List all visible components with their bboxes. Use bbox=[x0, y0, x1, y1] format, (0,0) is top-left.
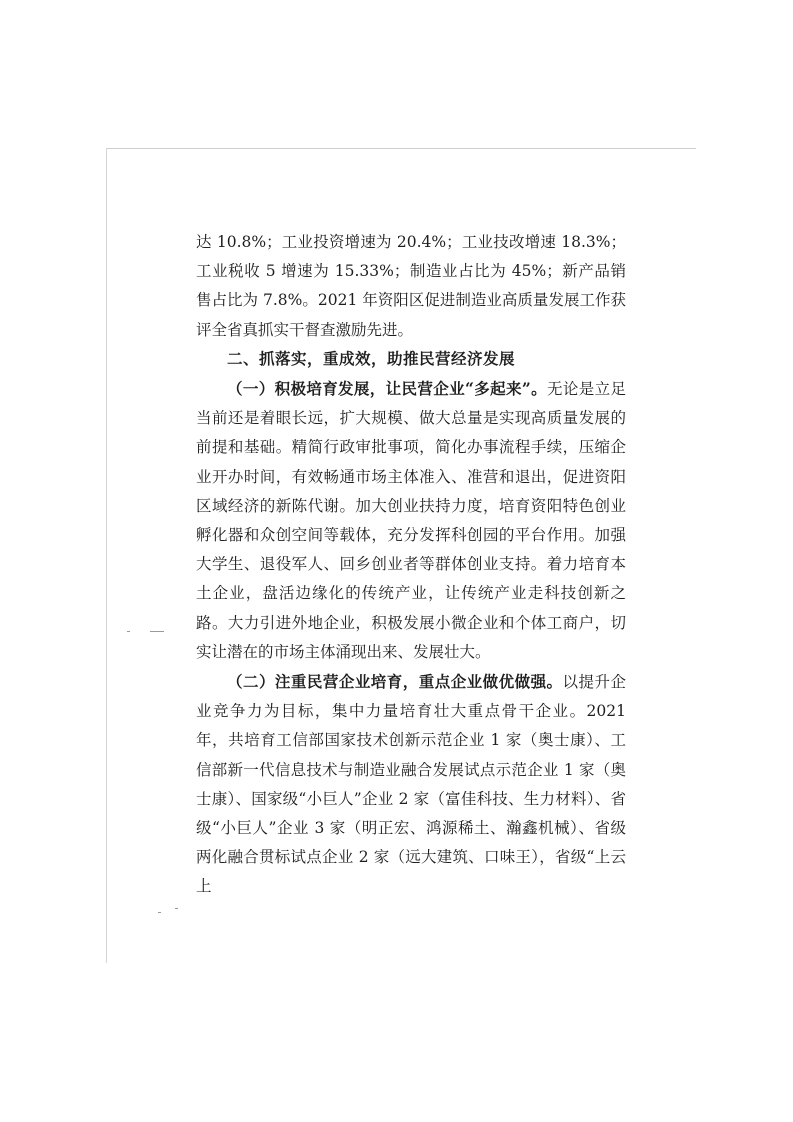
scan-border-left bbox=[106, 148, 107, 963]
scan-border-top bbox=[106, 148, 696, 149]
scan-speck bbox=[175, 908, 178, 909]
section-heading: 二、抓落实，重成效，助推民营经济发展 bbox=[227, 349, 516, 368]
paragraph-key-enterprises bbox=[196, 667, 626, 902]
paragraph-cultivate-development bbox=[196, 374, 626, 667]
scan-speck bbox=[127, 631, 130, 632]
paragraph-industry-stats: 达 10.8%；工业投资增速为 20.4%；工业技改增速 18.3%；工业税收 5 增速为 15.33%；制造业占比为 45%；新产品销售占比为 7.8%。2021 年资阳区促进制造业高质量发展工作获评全省真抓实干督查激励先进。 bbox=[196, 233, 626, 339]
subsection-heading-1: （一）积极培育发展，让民营企业“多起来”。 bbox=[227, 379, 548, 399]
paragraph-key-enterprises-text: 以提升企业竞争力为目标，集中力量培育壮大重点骨干企业。2021 年，共培育工信部国家技术创新示范企业 1 家（奥士康）、工信部新一代信息技术与制造业融合发展试点示范企业 1 家（奥士康）、国家级“小巨人”企业 2 家（富佳科技、生力材料）、省级“小巨人”企业 3 家（明正宏、鸿源稀土、瀚鑫机械）、省级两化融合贯标试点企业 2 家（远大建筑、口味王），省级“上云上 bbox=[196, 673, 626, 896]
document-body bbox=[196, 228, 626, 902]
scan-speck bbox=[158, 912, 161, 913]
subsection-heading-2: （二）注重民营企业培育，重点企业做优做强。 bbox=[227, 672, 563, 692]
paragraph-cultivate-text: 无论是立足当前还是着眼长远，扩大规模、做大总量是实现高质量发展的前提和基础。精简行政审批事项，简化办事流程手续，压缩企业开办时间，有效畅通市场主体准入、准营和退出，促进资阳区域经济的新陈代谢。加大创业扶持力度，培育资阳特色创业孵化器和众创空间等载体，充分发挥科创园的平台作用。加强大学生、退役军人、回乡创业者等群体创业支持。着力培育本土企业，盘活边缘化的传统产业，让传统产业走科技创新之路。大力引进外地企业，积极发展小微企业和个体工商户，切实让潜在的市场主体涌现出来、发展壮大。 bbox=[196, 380, 626, 661]
scan-speck bbox=[150, 631, 164, 632]
